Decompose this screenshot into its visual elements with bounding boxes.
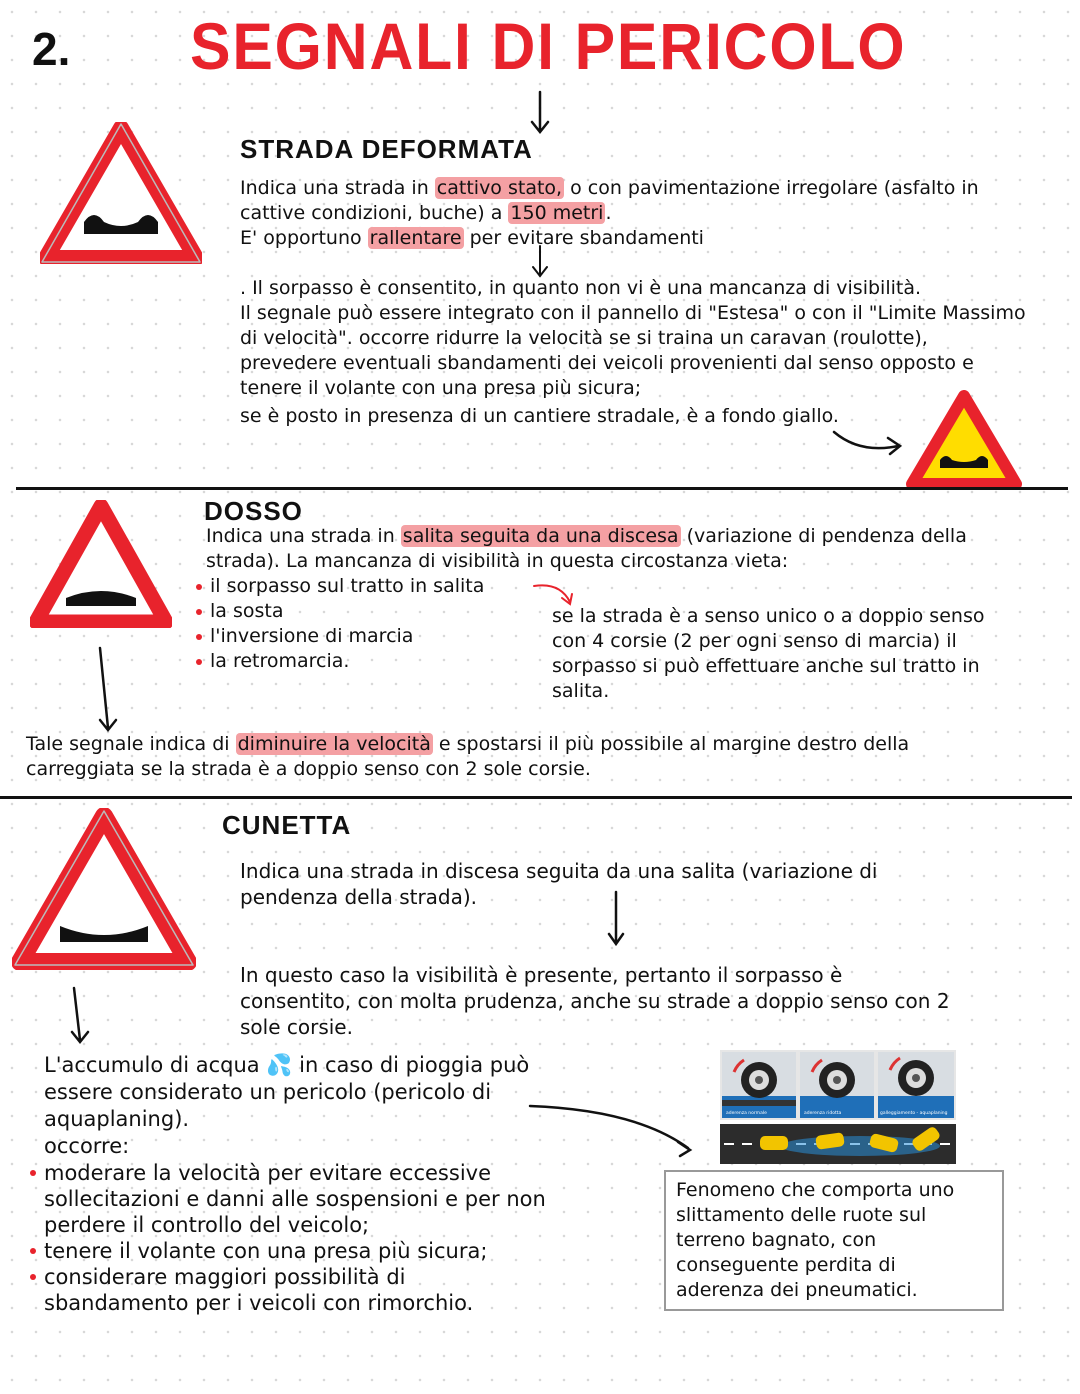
heading-strada-deformata: STRADA DEFORMATA xyxy=(240,134,533,164)
water-paragraph: L'accumulo di acqua 💦 in caso di pioggia può essere considerato un pericolo (pericolo di aquaplaning). occorre: xyxy=(44,1053,530,1158)
cunetta-sign-icon xyxy=(12,808,196,970)
list-item: l'inversione di marcia xyxy=(196,624,484,649)
arrow-down-icon xyxy=(66,986,92,1048)
aquaplaning-definition-box: Fenomeno che comporta uno slittamento delle ruote sul terreno bagnato, con conseguente perdita di aderenza dei pneumatici. xyxy=(664,1170,1004,1311)
section-divider xyxy=(0,796,1072,799)
road-deformed-sign-icon xyxy=(40,122,202,264)
s2-paragraph: Indica una strada in salita seguita da una discesa (variazione di pendenza della strada). La mancanza di visibilità in questa circostanza vieta: xyxy=(206,525,967,572)
road-deformed-yellow-sign-icon xyxy=(906,390,1022,490)
list-item: la sosta xyxy=(196,599,484,624)
list-item: la retromarcia. xyxy=(196,649,484,674)
diagram-label: aderenza normale xyxy=(726,1111,767,1116)
curved-arrow-icon xyxy=(830,424,906,460)
curved-arrow-icon xyxy=(526,1096,698,1158)
aquaplaning-diagram xyxy=(720,1050,956,1164)
diagram-label: galleggiamento - aquaplaning xyxy=(880,1111,948,1116)
section-divider xyxy=(16,487,1068,490)
diagram-label: aderenza ridotta xyxy=(804,1111,842,1116)
dosso-note: se la strada è a senso unico o a doppio senso con 4 corsie (2 per ogni senso di marcia) il sorpasso si può effettuare anche sul tratto in salita. xyxy=(552,605,985,702)
section-number: 2. xyxy=(32,23,71,75)
arrow-down-icon xyxy=(604,890,628,950)
list-item: il sorpasso sul tratto in salita xyxy=(196,574,484,599)
dosso-bullet-list xyxy=(196,574,484,674)
page-title: SEGNALI DI PERICOLO xyxy=(190,9,907,83)
dosso-bottom-text: Tale segnale indica di diminuire la velocità e spostarsi il più possibile al margine destro della carreggiata se la strada è a doppio senso con 2 sole corsie. xyxy=(26,733,910,780)
dosso-sign-icon xyxy=(30,500,172,628)
cunetta-intro: Indica una strada in discesa seguita da una salita (variazione di pendenza della strada). xyxy=(240,859,878,909)
cunetta-visibility: In questo caso la visibilità è presente, pertanto il sorpasso è consentito, con molta prudenza, anche su strade a doppio senso con 2 sole corsie. xyxy=(240,963,950,1039)
arrow-down-icon xyxy=(530,244,550,280)
s1-paragraph-1: Indica una strada in cattivo stato, o con pavimentazione irregolare (asfalto in cattive condizioni, buche) a 150 metri . E' opportuno rallentare per evitare sbandamenti xyxy=(240,177,979,249)
arrow-down-icon xyxy=(92,644,122,736)
heading-dosso: DOSSO xyxy=(204,496,303,526)
water-bullets: moderare la velocità per evitare eccessive sollecitazioni e danni alle sospensioni e per non perdere il controllo del veicolo; tenere il volante con una presa più sicura; considerare maggiori possibilità di sbandamento per i veicoli con rimorchio. xyxy=(30,1160,546,1316)
heading-cunetta: CUNETTA xyxy=(222,810,352,840)
s1-paragraph-2: . Il sorpasso è consentito, in quanto non vi è una mancanza di visibilità. Il segnale può essere integrato con il pannello di "Estesa" o con il "Limite Massimo di velocità". occorre ridurre la velocità se si traina un caravan (roulotte), prevedere eventuali sbandamenti dei veicoli provenienti dal senso opposto e tenere il volante con una presa più sicura; se è posto in presenza di un cantiere stradale, è a fondo giallo. xyxy=(240,277,1026,427)
water-drops-icon: 💦 xyxy=(266,1053,293,1077)
arrow-down-icon xyxy=(528,90,552,136)
